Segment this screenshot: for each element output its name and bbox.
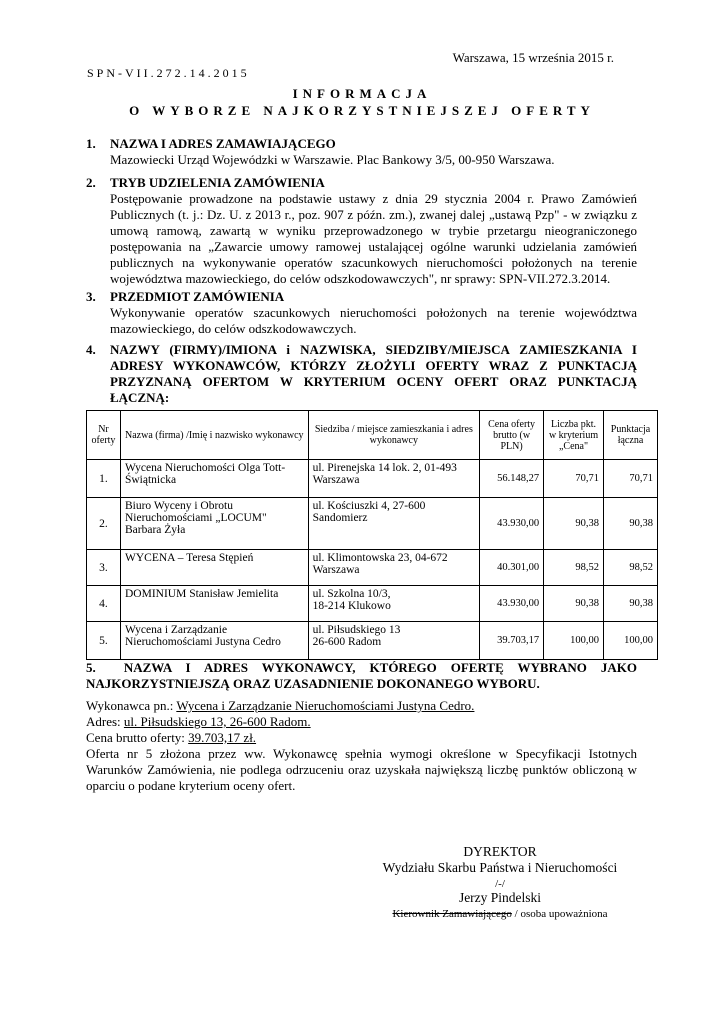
document-title: INFORMACJA bbox=[292, 86, 432, 101]
signature-role-struck: Kierownik Zamawiającego bbox=[392, 908, 512, 920]
cell-price: 56.148,27 bbox=[480, 460, 544, 498]
cell-nr: 4. bbox=[87, 586, 121, 622]
cell-points: 90,38 bbox=[544, 498, 604, 550]
price-value: 39.703,17 zł. bbox=[188, 730, 257, 745]
section-1 bbox=[86, 136, 637, 168]
signature-name: Jerzy Pindelski bbox=[458, 890, 542, 905]
cell-price: 39.703,17 bbox=[480, 622, 544, 660]
address-line bbox=[86, 714, 637, 730]
section-heading: 5. NAZWA I ADRES WYKONAWCY, KTÓREGO OFERTĘ WYBRANO JAKO NAJKORZYSTNIEJSZĄ ORAZ UZASADNIENIE DOKONANEGO WYBORU. bbox=[86, 660, 637, 691]
section-heading: NAZWY (FIRMY)/IMIONA i NAZWISKA, SIEDZIBY/MIEJSCA ZAMIESZKANIA I ADRESY WYKONAWCÓW, KTÓRZY ZŁOŻYLI OFERTY WRAZ Z PUNKTACJĄ PRZYZNANĄ OFERTOM W KRYTERIUM OCENY OFERT ORAZ PUNKTACJĄ ŁĄCZNĄ: bbox=[110, 342, 637, 405]
section-3 bbox=[86, 289, 637, 337]
column-header-total: Punktacja łączna bbox=[604, 411, 658, 460]
section-body: Postępowanie prowadzone na podstawie ustawy z dnia 29 stycznia 2004 r. Prawo Zamówień Publicznych (t. j.: Dz. U. z 2013 r., poz. 907 z późn. zm.), zwanej dalej „ustawą Pzp" - w związku z umową ramową, zawartą w wyniku przeprowadzonego w trybie przetargu nieograniczonego postępowania na „Zawarcie umowy ramowej ustalającej ogólne warunki udzielania zamówień publicznych na wykonywanie operatów szacunkowych nieruchomości położonych na terenie województwa mazowieckiego, do celów odszkodowawczych", nr sprawy: SPN-VII.272.3.2014. bbox=[110, 191, 637, 286]
document-date: Warszawa, 15 września 2015 r. bbox=[452, 50, 614, 65]
address-value: ul. Piłsudskiego 13, 26-600 Radom. bbox=[123, 714, 311, 729]
cell-nr: 1. bbox=[87, 460, 121, 498]
contractor-line bbox=[86, 698, 637, 714]
reference-number: SPN-VII.272.14.2015 bbox=[87, 66, 250, 80]
column-header-name: Nazwa (firma) /Imię i nazwisko wykonawcy bbox=[120, 411, 308, 460]
cell-points: 100,00 bbox=[544, 622, 604, 660]
column-header-points: Liczba pkt. w kryterium „Cena" bbox=[544, 411, 604, 460]
section-heading-text: NAZWA I ADRES WYKONAWCY, KTÓREGO OFERTĘ WYBRANO JAKO NAJKORZYSTNIEJSZĄ ORAZ UZASADNIENIE DOKONANEGO WYBORU bbox=[86, 660, 637, 691]
table-header-row bbox=[87, 411, 658, 460]
cell-name: Wycena Nieruchomości Olga Tott-Świątnicka bbox=[120, 460, 308, 498]
cell-points: 90,38 bbox=[544, 586, 604, 622]
table-row bbox=[87, 622, 658, 660]
section-body: Mazowiecki Urząd Wojewódzki w Warszawie. Plac Bankowy 3/5, 00-950 Warszawa. bbox=[110, 152, 555, 167]
cell-total: 70,71 bbox=[604, 460, 658, 498]
contractor-label: Wykonawca pn.: bbox=[86, 698, 177, 713]
signature-mark: /-/ bbox=[495, 878, 505, 890]
price-label: Cena brutto oferty: bbox=[86, 730, 189, 745]
cell-nr: 5. bbox=[87, 622, 121, 660]
section-heading: TRYB UDZIELENIA ZAMÓWIENIA bbox=[110, 175, 325, 190]
signature-role-rest: / osoba upoważniona bbox=[511, 908, 608, 920]
cell-address: ul. Piłsudskiego 13 26-600 Radom bbox=[308, 622, 480, 660]
cell-name: Biuro Wyceny i Obrotu Nieruchomościami „LOCUM" Barbara Żyła bbox=[120, 498, 308, 550]
section-number: 3. bbox=[86, 289, 96, 304]
section-heading: PRZEDMIOT ZAMÓWIENIA bbox=[110, 289, 285, 304]
table-row bbox=[87, 586, 658, 622]
cell-name: Wycena i Zarządzanie Nieruchomościami Justyna Cedro bbox=[120, 622, 308, 660]
cell-points: 70,71 bbox=[544, 460, 604, 498]
cell-total: 100,00 bbox=[604, 622, 658, 660]
cell-address: ul. Kościuszki 4, 27-600 Sandomierz bbox=[308, 498, 480, 550]
cell-total: 98,52 bbox=[604, 550, 658, 586]
column-header-nr: Nr oferty bbox=[87, 411, 121, 460]
cell-name: DOMINIUM Stanisław Jemielita bbox=[120, 586, 308, 622]
signature-title: DYREKTOR bbox=[463, 844, 537, 859]
table-row bbox=[87, 550, 658, 586]
section-number: 2. bbox=[86, 175, 96, 190]
signature-department: Wydziału Skarbu Państwa i Nieruchomości bbox=[382, 860, 618, 875]
address-label: Adres: bbox=[86, 714, 124, 729]
section-number: 1. bbox=[86, 136, 96, 151]
justification-text: Oferta nr 5 złożona przez ww. Wykonawcę spełnia wymogi określone w Specyfikacji Istotnych Warunków Zamówienia, nie podlega odrzuceniu oraz uzyskała największą liczbę punktów obliczoną w oparciu o podane kryterium oceny ofert. bbox=[86, 746, 637, 793]
table-row bbox=[87, 460, 658, 498]
section-body: Wykonywanie operatów szacunkowych nieruchomości położonych na terenie województwa mazowieckiego, do celów odszkodowawczych. bbox=[110, 305, 637, 336]
cell-address: ul. Szkolna 10/3, 18-214 Klukowo bbox=[308, 586, 480, 622]
cell-price: 43.930,00 bbox=[480, 586, 544, 622]
price-line bbox=[86, 730, 637, 746]
table-row bbox=[87, 498, 658, 550]
section-number: 4. bbox=[86, 342, 96, 357]
cell-price: 43.930,00 bbox=[480, 498, 544, 550]
section-heading: NAZWA I ADRES ZAMAWIAJĄCEGO bbox=[110, 136, 336, 151]
section-4 bbox=[86, 342, 637, 406]
cell-total: 90,38 bbox=[604, 498, 658, 550]
section-2 bbox=[86, 175, 637, 287]
offers-table bbox=[86, 410, 658, 660]
cell-address: ul. Klimontowska 23, 04-672 Warszawa bbox=[308, 550, 480, 586]
cell-total: 90,38 bbox=[604, 586, 658, 622]
contractor-value: Wycena i Zarządzanie Nieruchomościami Justyna Cedro. bbox=[176, 698, 475, 713]
cell-price: 40.301,00 bbox=[480, 550, 544, 586]
section-number: 5. bbox=[86, 660, 96, 675]
column-header-address: Siedziba / miejsce zamieszkania i adres wykonawcy bbox=[308, 411, 480, 460]
cell-nr: 2. bbox=[87, 498, 121, 550]
signature-role bbox=[345, 908, 655, 920]
document-subtitle: O WYBORZE NAJKORZYSTNIEJSZEJ OFERTY bbox=[129, 103, 595, 118]
cell-points: 98,52 bbox=[544, 550, 604, 586]
section-5 bbox=[86, 660, 637, 692]
column-header-price: Cena oferty brutto (w PLN) bbox=[480, 411, 544, 460]
cell-name: WYCENA – Teresa Stępień bbox=[120, 550, 308, 586]
cell-nr: 3. bbox=[87, 550, 121, 586]
cell-address: ul. Pirenejska 14 lok. 2, 01-493 Warszawa bbox=[308, 460, 480, 498]
